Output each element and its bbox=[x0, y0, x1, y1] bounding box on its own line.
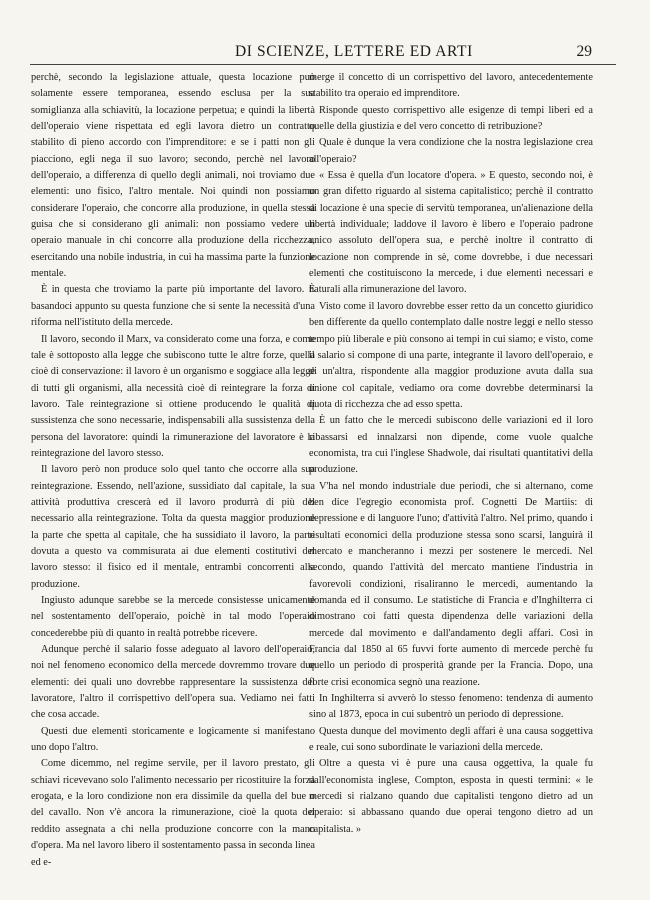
paragraph: Ingiusto adunque sarebbe se la mercede consistesse unicamente nel sostentamento dell'operaio, poichè in tal modo l'operaio concederebbe più di quanto in realtà potrebbe ricevere. bbox=[31, 595, 315, 639]
paragraph: Questa dunque del movimento degli affari è una causa soggettiva e reale, cui sono subordinate le variazioni della mercede. bbox=[309, 725, 593, 754]
paragraph: Risponde questo corrispettivo alle esigenze di tempi liberi ed a quelle della giustizia e del vero concetto di retribuzione? bbox=[309, 104, 593, 133]
paragraph: Visto come il lavoro dovrebbe esser retto da un concetto giuridico ben differente da quello contemplato dalle nostre leggi e nello stesso tempo più liberale e più consono ai tempi in cui siamo; e visto, come il salario si compone di una parte, integrante il lavoro dell'operaio, e di un'altra, rispondente alla maggior produzione avuta dalla sua unione col capitale, vediamo ora come dovrebbe determinarsi la quota di ricchezza che ad esso spetta. bbox=[309, 300, 593, 410]
paragraph: Il lavoro, secondo il Marx, va considerato come una forza, e come tale è sottoposto alla legge che subiscono tutte le altre forze, quella cioè di conservazione: il lavoro è un organismo e soggiace alla legge di tutti gli organismi, alla necessità cioè di reintegrare la forza di lavoro. Tale reintegrazione si ottiene producendo le qualità di sussistenza che sono necessarie, indispensabili alla sussistenza della persona del lavoratore: quindi la rimunerazione del lavoratore è la reintegrazione del lavoro stesso. bbox=[31, 333, 315, 459]
header-rule bbox=[30, 64, 616, 65]
paragraph: È un fatto che le mercedi subiscono delle variazioni ed il loro ribassarsi ed innalzarsi non dipende, come vuole qualche economista, tra cui l'inglese Shadwole, dai risultati quantitativi della produzione. bbox=[309, 415, 593, 476]
paragraph: V'ha nel mondo industriale due periodi, che si alternano, come ben dice l'egregio economista prof. Cognetti De Martiis: di depressione e di languore l'uno; d'attività l'altro. Nel primo, quando i risultati economici della produzione stessa sono scarsi, languirà il mercato e mancheranno i mezzi per sostenere le mercedi. Nel secondo, quando l'attività del mercato mantiene l'industria in favorevoli condizioni, risaliranno le mercedi, aumentando la domanda ed il consumo. Le statistiche di Francia e d'Inghilterra ci dimostrano coi fatti questa dipendenza delle variazioni della mercede dal movimento e dall'andamento degli affari. Così in Francia dal 1850 al 65 fuvvi forte aumento di mercede perchè fu quello un periodo di prosperità grande per la Francia. Dopo, una forte crisi economica segnò una reazione. bbox=[309, 480, 593, 688]
left-column bbox=[31, 70, 315, 871]
paragraph: Oltre a questa vi è pure una causa oggettiva, la quale fu dall'economista inglese, Compton, esposta in questi termini: « le mercedi si rialzano quando due capitalisti tengono dietro ad un operaio: si abbassano quando due operai tengono dietro ad un capitalista. » bbox=[309, 758, 593, 835]
paragraph: merge il concetto di un corrispettivo del lavoro, antecedentemente stabilito tra operaio ed imprenditore. bbox=[309, 72, 593, 100]
paragraph: Quale è dunque la vera condizione che la nostra legislazione crea all'operaio? bbox=[309, 137, 593, 165]
paragraph: « Essa è quella d'un locatore d'opera. » E questo, secondo noi, è un gran difetto riguardo al sistema capitalistico; perchè il contratto di locazione è una specie di servitù temporanea, un'alienazione della libertà individuale; laddove il lavoro è libero e l'operaio padrone unico assoluto dell'opera sua, e perchè inoltre il contratto di locazione non comprende in sè, come dovrebbe, i due necessari elementi che costituiscono la mercede, i due elementi necessari e naturali alla rimunerazione del lavoro. bbox=[309, 170, 593, 296]
page-number: 29 bbox=[576, 43, 592, 60]
journal-title: DI SCIENZE, LETTERE ED ARTI bbox=[235, 43, 473, 60]
paragraph: Il lavoro però non produce solo quel tanto che occorre alla sua reintegrazione. Essendo, nell'azione, sussidiato dal capitale, la sua attività produttiva crescerà ed il lavoro produrrà di più del necessario alla reintegrazione. Tolta da questa maggior produzione la parte che spetta al capitale, che ha sussidiato il lavoro, la parte dovuta a questo va commisurata ai due elementi costitutivi del lavoro stesso: il fisico ed il mentale, entrambi concorrenti alla produzione. bbox=[31, 464, 315, 590]
paragraph: Questi due elementi storicamente e logicamente si manifestano uno dopo l'altro. bbox=[31, 725, 315, 754]
paragraph: Adunque perchè il salario fosse adeguato al lavoro dell'operaio, noi nel fenomeno economico della mercede dovremmo trovare due elementi: dei quali uno dovrebbe rappresentare la sussistenza del lavoratore, l'altro il corrispettivo dell'opera sua. Vediamo nei fatti che cosa accade. bbox=[31, 644, 315, 721]
paragraph: perchè, secondo la legislazione attuale, questa locazione può solamente essere temporanea, essendo esclusa per la sua somiglianza alla schiavitù, la locazione perpetua; e quindi la libertà dell'operaio viene rispettata ed egli lavora dietro un contratto stabilito di pieno accordo con l'imprenditore: e se i patti non gli piacciono, egli nega il suo lavoro; secondo, perchè nel lavoro dell'operaio, a differenza di quello degli animali, noi troviamo due elementi: uno fisico, l'altro mentale. Noi quindi non possiamo considerare l'operaio, che concorre alla produzione, in quella stessa guisa che si considerano gli animali: non possiamo vedere un operaio manuale in chi concorre alla produzione della ricchezza, esercitando una nobile industria, in cui ha massima parte la funzione mentale. bbox=[31, 72, 315, 280]
paragraph: Come dicemmo, nel regime servile, per il lavoro prestato, gli schiavi ricevevano solo l'alimento necessario per ricostituire la forza erogata, e la loro condizione non era dissimile da quella del bue o del cavallo. Non v'è ancora la rimunerazione, cioè la quota del reddito assegnata a chi nella produzione concorre con la mano d'opera. Ma nel lavoro libero il sostentamento passa in seconda linea ed e- bbox=[31, 758, 315, 868]
paragraph: In Inghilterra si avverò lo stesso fenomeno: tendenza di aumento sino al 1873, epoca in cui subentrò un periodo di depressione. bbox=[309, 693, 593, 721]
running-head bbox=[30, 43, 630, 63]
paragraph: È in questa che troviamo la parte più importante del lavoro. È basandoci appunto su questa funzione che si sente la necessità d'una riforma nell'istituto della mercede. bbox=[31, 284, 315, 329]
right-column bbox=[309, 70, 593, 838]
